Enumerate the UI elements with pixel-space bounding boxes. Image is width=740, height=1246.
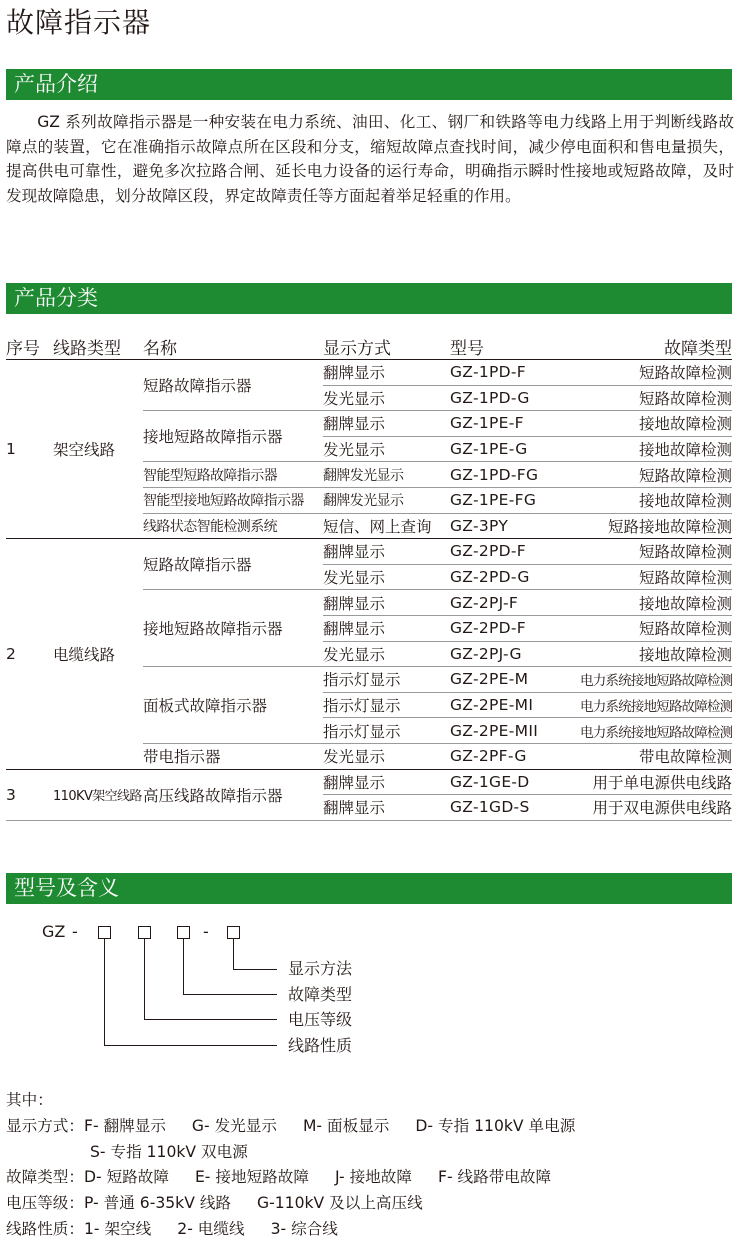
connector-line xyxy=(233,939,234,969)
connector-line xyxy=(104,939,105,1045)
model-code: GZ-2PJ-G xyxy=(450,641,580,667)
header-display: 显示方式 xyxy=(323,333,450,360)
legend-item: G- 发光显示 xyxy=(191,1116,277,1135)
legend-item: E- 接地短路故障 xyxy=(194,1168,309,1187)
legend-label: 显示方式： xyxy=(6,1116,84,1135)
fault-type: 接地故障检测 xyxy=(580,487,732,513)
code-box-fault xyxy=(177,926,190,939)
fault-type: 带电故障检测 xyxy=(580,743,732,769)
model-code: GZ-2PE-MI xyxy=(450,692,580,718)
model-dash: - xyxy=(72,922,78,941)
display-mode: 发光显示 xyxy=(323,436,450,462)
group-no: 2 xyxy=(6,539,53,769)
model-code: GZ-2PD-G xyxy=(450,564,580,590)
legend-item: M- 面板显示 xyxy=(302,1116,390,1135)
product-name: 带电指示器 xyxy=(143,743,323,769)
display-mode: 翻牌发光显示 xyxy=(323,487,450,513)
legend-item: F- 线路带电故障 xyxy=(437,1168,552,1187)
product-name: 智能型接地短路故障指示器 xyxy=(143,487,323,513)
table-row xyxy=(6,360,732,386)
model-code: GZ-2PE-MII xyxy=(450,718,580,744)
fault-type: 短路接地故障检测 xyxy=(580,513,732,539)
group-line-type: 架空线路 xyxy=(53,360,143,539)
label-fault-type: 故障类型 xyxy=(288,985,353,1004)
fault-type: 短路故障检测 xyxy=(580,539,732,565)
fault-type: 电力系统接地短路故障检测 xyxy=(580,667,732,693)
code-box-display xyxy=(227,926,240,939)
fault-type: 电力系统接地短路故障检测 xyxy=(580,718,732,744)
fault-type: 接地故障检测 xyxy=(580,641,732,667)
model-code: GZ-3PY xyxy=(450,513,580,539)
legend-item: G-110kV 及以上高压线 xyxy=(257,1194,423,1213)
product-name: 接地短路故障指示器 xyxy=(143,590,323,667)
fault-type: 短路故障检测 xyxy=(580,462,732,488)
fault-type: 电力系统接地短路故障检测 xyxy=(580,692,732,718)
header-model: 型号 xyxy=(450,333,580,360)
fault-type: 短路故障检测 xyxy=(580,564,732,590)
legend xyxy=(6,1088,736,1243)
product-name: 面板式故障指示器 xyxy=(143,667,323,744)
model-code: GZ-1GD-S xyxy=(450,795,580,821)
label-line-nature: 线路性质 xyxy=(288,1036,353,1055)
group-line-type: 电缆线路 xyxy=(53,539,143,769)
legend-display-cont: S- 专指 110kV 双电源 xyxy=(90,1142,248,1161)
group-line-type: 110KV架空线路 xyxy=(53,769,143,820)
legend-fault xyxy=(6,1165,736,1191)
display-mode: 发光显示 xyxy=(323,743,450,769)
model-code: GZ-1GE-D xyxy=(450,769,580,795)
model-code: GZ-1PD-F xyxy=(450,360,580,386)
model-code: GZ-2PD-F xyxy=(450,539,580,565)
intro-paragraph: GZ 系列故障指示器是一种安装在电力系统、油田、化工、钢厂和铁路等电力线路上用于判断线路故障点的装置，它在准确指示故障点所在区段和分支，缩短故障点查找时间，减少停电面积和售电量损失，提高供电可靠性，避免多次拉路合闸、延长电力设备的运行寿命，明确指示瞬时性接地或短路故障，及时发现故障隐患，划分故障区段，界定故障责任等方面起着举足轻重的作用。 xyxy=(6,113,734,205)
product-name: 短路故障指示器 xyxy=(143,539,323,590)
model-code: GZ-2PJ-F xyxy=(450,590,580,616)
product-name: 短路故障指示器 xyxy=(143,360,323,411)
display-mode: 翻牌显示 xyxy=(323,795,450,821)
product-name: 高压线路故障指示器 xyxy=(143,769,323,820)
header-no: 序号 xyxy=(6,333,53,360)
table-row xyxy=(6,769,732,795)
product-name: 智能型短路故障指示器 xyxy=(143,462,323,488)
fault-type: 用于单电源供电线路 xyxy=(580,769,732,795)
display-mode: 翻牌显示 xyxy=(323,590,450,616)
model-code-diagram xyxy=(0,910,740,1070)
model-code: GZ-1PD-G xyxy=(450,385,580,411)
model-code: GZ-1PE-FG xyxy=(450,487,580,513)
model-code: GZ-2PD-F xyxy=(450,615,580,641)
legend-item: 3- 综合线 xyxy=(270,1219,338,1238)
legend-label: 线路性质： xyxy=(6,1219,84,1238)
model-code: GZ-1PD-FG xyxy=(450,462,580,488)
section-bar-model: 型号及含义 xyxy=(6,873,732,904)
fault-type: 接地故障检测 xyxy=(580,590,732,616)
header-line-type: 线路类型 xyxy=(53,333,143,360)
label-display-method: 显示方法 xyxy=(288,959,353,978)
legend-label: 故障类型： xyxy=(6,1168,84,1187)
legend-item: P- 普通 6-35kV 线路 xyxy=(83,1194,232,1213)
legend-item: J- 接地故障 xyxy=(334,1168,412,1187)
model-code: GZ-1PE-G xyxy=(450,436,580,462)
connector-line xyxy=(104,1045,277,1046)
legend-line xyxy=(6,1217,736,1243)
display-mode: 翻牌显示 xyxy=(323,411,450,437)
product-name: 线路状态智能检测系统 xyxy=(143,513,323,539)
legend-item: 2- 电缆线 xyxy=(177,1219,245,1238)
display-mode: 翻牌显示 xyxy=(323,769,450,795)
fault-type: 短路故障检测 xyxy=(580,385,732,411)
code-box-line xyxy=(98,926,111,939)
display-mode: 指示灯显示 xyxy=(323,692,450,718)
connector-line xyxy=(183,939,184,994)
legend-item: D- 短路故障 xyxy=(83,1168,169,1187)
display-mode: 短信、网上查询 xyxy=(323,513,450,539)
page-title: 故障指示器 xyxy=(6,6,152,39)
display-mode: 翻牌显示 xyxy=(323,539,450,565)
legend-display xyxy=(6,1114,736,1140)
table-header-row xyxy=(6,333,732,360)
legend-voltage xyxy=(6,1191,736,1217)
display-mode: 发光显示 xyxy=(323,385,450,411)
legend-item: 1- 架空线 xyxy=(83,1219,152,1238)
group-no: 1 xyxy=(6,360,53,539)
fault-type: 用于双电源供电线路 xyxy=(580,795,732,821)
model-dash: - xyxy=(203,922,209,941)
group-no: 3 xyxy=(6,769,53,820)
fault-type: 短路故障检测 xyxy=(580,360,732,386)
connector-line xyxy=(233,969,277,970)
display-mode: 翻牌发光显示 xyxy=(323,462,450,488)
fault-type: 接地故障检测 xyxy=(580,436,732,462)
model-prefix: GZ xyxy=(42,922,66,941)
legend-item: F- 翻牌显示 xyxy=(83,1116,166,1135)
model-code: GZ-2PE-M xyxy=(450,667,580,693)
fault-type: 短路故障检测 xyxy=(580,615,732,641)
product-name: 接地短路故障指示器 xyxy=(143,411,323,462)
display-mode: 翻牌显示 xyxy=(323,615,450,641)
section-bar-classification: 产品分类 xyxy=(6,283,732,314)
display-mode: 指示灯显示 xyxy=(323,718,450,744)
legend-label: 电压等级： xyxy=(6,1194,84,1213)
legend-intro: 其中： xyxy=(6,1091,53,1109)
connector-line xyxy=(183,994,277,995)
connector-line xyxy=(144,939,145,1019)
classification-table xyxy=(6,333,732,821)
display-mode: 发光显示 xyxy=(323,641,450,667)
legend-item: D- 专指 110kV 单电源 xyxy=(415,1116,576,1135)
model-code: GZ-2PF-G xyxy=(450,743,580,769)
fault-type: 接地故障检测 xyxy=(580,411,732,437)
header-name: 名称 xyxy=(143,333,323,360)
header-fault: 故障类型 xyxy=(580,333,732,360)
display-mode: 翻牌显示 xyxy=(323,360,450,386)
model-code: GZ-1PE-F xyxy=(450,411,580,437)
section-bar-intro: 产品介绍 xyxy=(6,69,732,100)
display-mode: 指示灯显示 xyxy=(323,667,450,693)
connector-line xyxy=(144,1019,277,1020)
code-box-voltage xyxy=(138,926,151,939)
label-voltage-level: 电压等级 xyxy=(288,1010,353,1029)
table-row xyxy=(6,539,732,565)
display-mode: 发光显示 xyxy=(323,564,450,590)
